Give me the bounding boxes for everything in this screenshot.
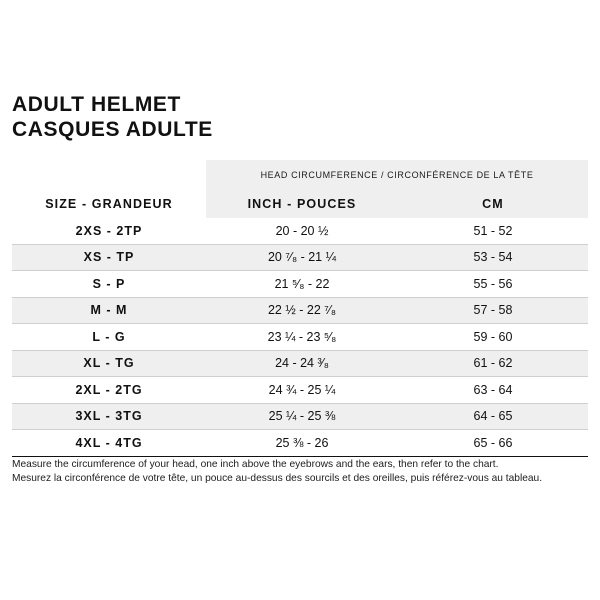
cell-inch: 25 ¼ - 25 ⅜	[206, 403, 398, 430]
cell-size: 2XL - 2TG	[12, 377, 206, 404]
table-group-header-row	[12, 160, 588, 190]
table-row	[12, 403, 588, 430]
cell-cm: 55 - 56	[398, 271, 588, 298]
cell-inch: 22 ½ - 22 ⁷⁄₈	[206, 297, 398, 324]
cell-inch: 24 ¾ - 25 ¼	[206, 377, 398, 404]
cell-size: L - G	[12, 324, 206, 351]
cell-size: 4XL - 4TG	[12, 430, 206, 457]
cell-inch: 23 ¼ - 23 ⁵⁄₈	[206, 324, 398, 351]
cell-cm: 61 - 62	[398, 350, 588, 377]
column-header-size: SIZE - GRANDEUR	[12, 190, 206, 218]
note-french: Mesurez la circonférence de votre tête, un pouce au-dessus des sourcils et des oreilles, puis référez-vous au tableau.	[12, 473, 543, 484]
table-row	[12, 244, 588, 271]
cell-size: XS - TP	[12, 244, 206, 271]
cell-inch: 25 ⅜ - 26	[206, 430, 398, 457]
column-header-inch: INCH - POUCES	[206, 190, 398, 218]
cell-size: XL - TG	[12, 350, 206, 377]
size-chart-table	[12, 160, 588, 457]
table-row	[12, 377, 588, 404]
table-row	[12, 430, 588, 457]
column-header-cm: CM	[398, 190, 588, 218]
group-header-circumference: HEAD CIRCUMFERENCE / CIRCONFÉRENCE DE LA TÊTE	[206, 160, 588, 190]
cell-size: S - P	[12, 271, 206, 298]
cell-inch: 20 - 20 ½	[206, 218, 398, 244]
table-row	[12, 350, 588, 377]
group-header-blank	[12, 160, 206, 190]
title-line-french: CASQUES ADULTE	[12, 118, 213, 141]
cell-inch: 20 ⁷⁄₈ - 21 ¼	[206, 244, 398, 271]
measurement-notes	[12, 458, 588, 486]
cell-inch: 21 ⁵⁄₈ - 22	[206, 271, 398, 298]
cell-size: 3XL - 3TG	[12, 403, 206, 430]
cell-size: M - M	[12, 297, 206, 324]
note-english: Measure the circumference of your head, one inch above the eyebrows and the ears, then refer to the chart.	[12, 459, 499, 470]
cell-cm: 65 - 66	[398, 430, 588, 457]
cell-size: 2XS - 2TP	[12, 218, 206, 244]
table-row	[12, 324, 588, 351]
cell-cm: 51 - 52	[398, 218, 588, 244]
table-row	[12, 297, 588, 324]
cell-cm: 64 - 65	[398, 403, 588, 430]
table-column-header-row	[12, 190, 588, 218]
page-title	[12, 92, 213, 142]
cell-cm: 53 - 54	[398, 244, 588, 271]
table-row	[12, 271, 588, 298]
table-row	[12, 218, 588, 244]
cell-cm: 57 - 58	[398, 297, 588, 324]
cell-cm: 59 - 60	[398, 324, 588, 351]
cell-cm: 63 - 64	[398, 377, 588, 404]
title-line-english: ADULT HELMET	[12, 93, 181, 116]
cell-inch: 24 - 24 ³⁄₈	[206, 350, 398, 377]
